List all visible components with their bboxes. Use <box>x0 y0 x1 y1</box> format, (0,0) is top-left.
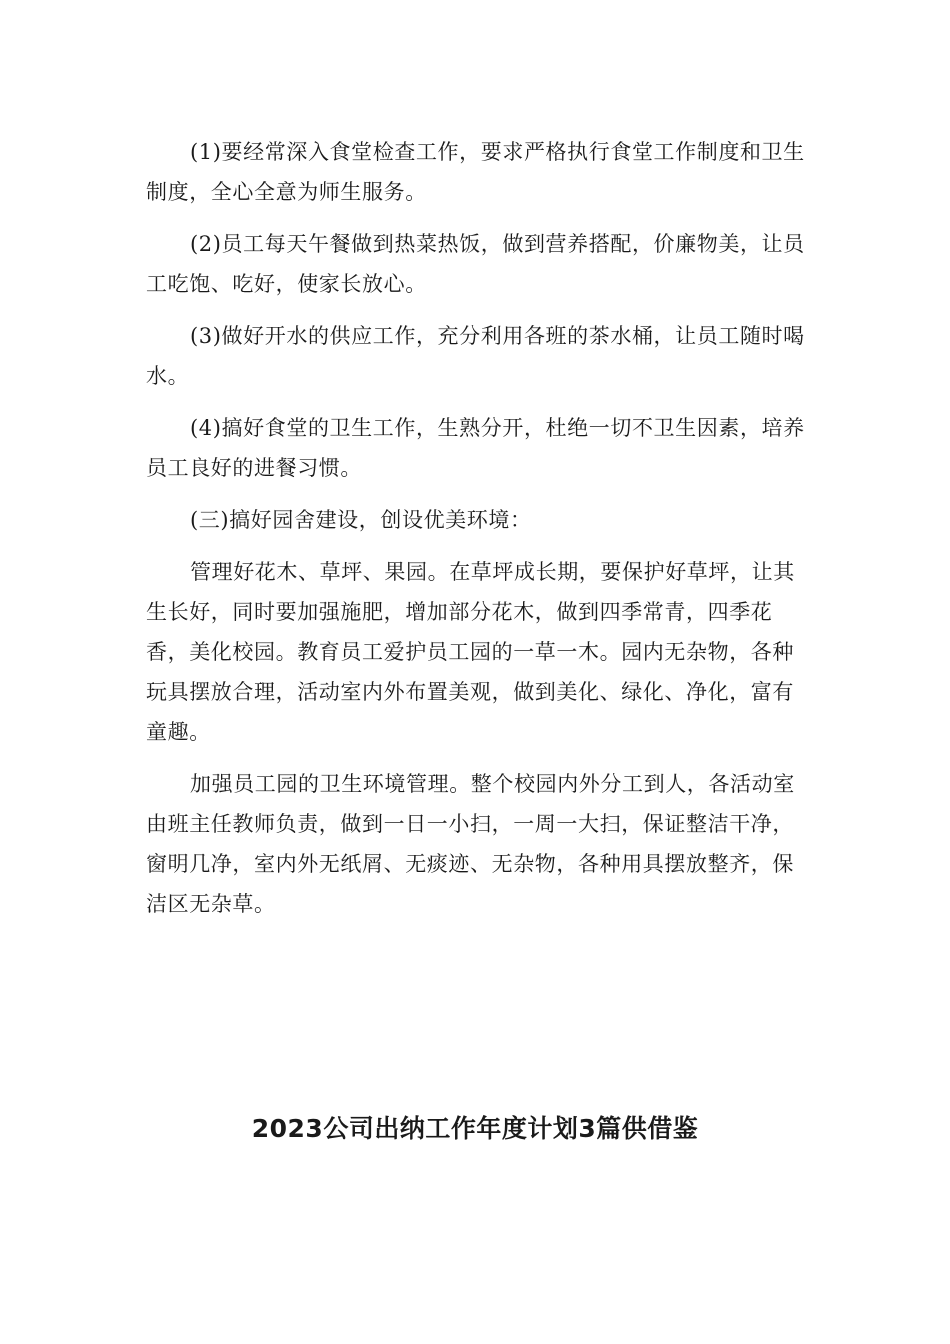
paragraph-greenery: 管理好花木、草坪、果园。在草坪成长期，要保护好草坪，让其生长好，同时要加强施肥，增加部分花木，做到四季常青，四季花香，美化校园。教育员工爱护员工园的一草一木。园内无杂物，各种玩具摆放合理，活动室内外布置美观，做到美化、绿化、净化，富有童趣。 <box>146 560 795 744</box>
paragraph-item-2: (2)员工每天午餐做到热菜热饭，做到营养搭配，价廉物美，让员工吃饱、吃好，使家长放心。 <box>146 232 805 296</box>
paragraph-item-3: (3)做好开水的供应工作，充分利用各班的茶水桶，让员工随时喝水。 <box>146 324 805 388</box>
section-heading-3: (三)搞好园舍建设，创设优美环境： <box>190 508 532 532</box>
paragraph-item-1: (1)要经常深入食堂检查工作，要求严格执行食堂工作制度和卫生制度，全心全意为师生服务。 <box>146 140 805 204</box>
paragraph-item-4: (4)搞好食堂的卫生工作，生熟分开，杜绝一切不卫生因素，培养员工良好的进餐习惯。 <box>146 416 805 480</box>
document-title: 2023公司出纳工作年度计划3篇供借鉴 <box>251 1114 699 1143</box>
paragraph-hygiene: 加强员工园的卫生环境管理。整个校园内外分工到人，各活动室由班主任教师负责，做到一日一小扫，一周一大扫，保证整洁干净，窗明几净，室内外无纸屑、无痰迹、无杂物，各种用具摆放整齐，保洁区无杂草。 <box>146 772 795 916</box>
document-body <box>146 132 806 924</box>
